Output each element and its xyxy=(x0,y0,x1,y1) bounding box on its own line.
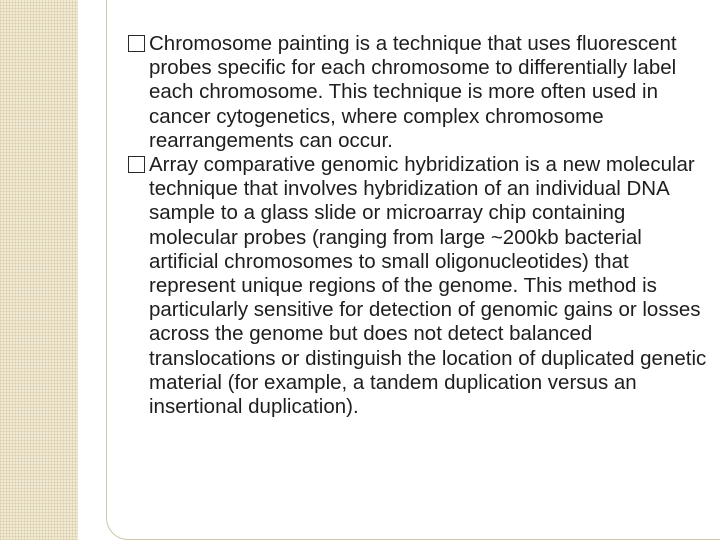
bullet-list xyxy=(128,32,713,419)
square-bullet-icon xyxy=(128,35,145,52)
square-bullet-icon xyxy=(128,156,145,173)
bullet-item-array-cgh xyxy=(128,153,713,419)
decorative-texture-band xyxy=(0,0,78,540)
bullet-item-chromosome-painting xyxy=(128,32,713,153)
bullet-text: Array comparative genomic hybridization is a new molecular technique that involves hybridization of an individual DNA sample to a glass slide or microarray chip containing molecular probes (ranging from large ~200kb bacterial artificial chromosomes to small oligonucleotides) that represent unique regions of the genome. This method is particularly sensitive for detection of genomic gains or losses across the genome but does not detect balanced translocations or distinguish the location of duplicated genetic material (for example, a tandem duplication versus an insertional duplication). xyxy=(149,153,707,419)
bullet-text: Chromosome painting is a technique that uses fluorescent probes specific for each chromosome to differentially label each chromosome. This technique is more often used in cancer cytogenetics, where complex chromosome rearrangements can occur. xyxy=(149,32,677,152)
